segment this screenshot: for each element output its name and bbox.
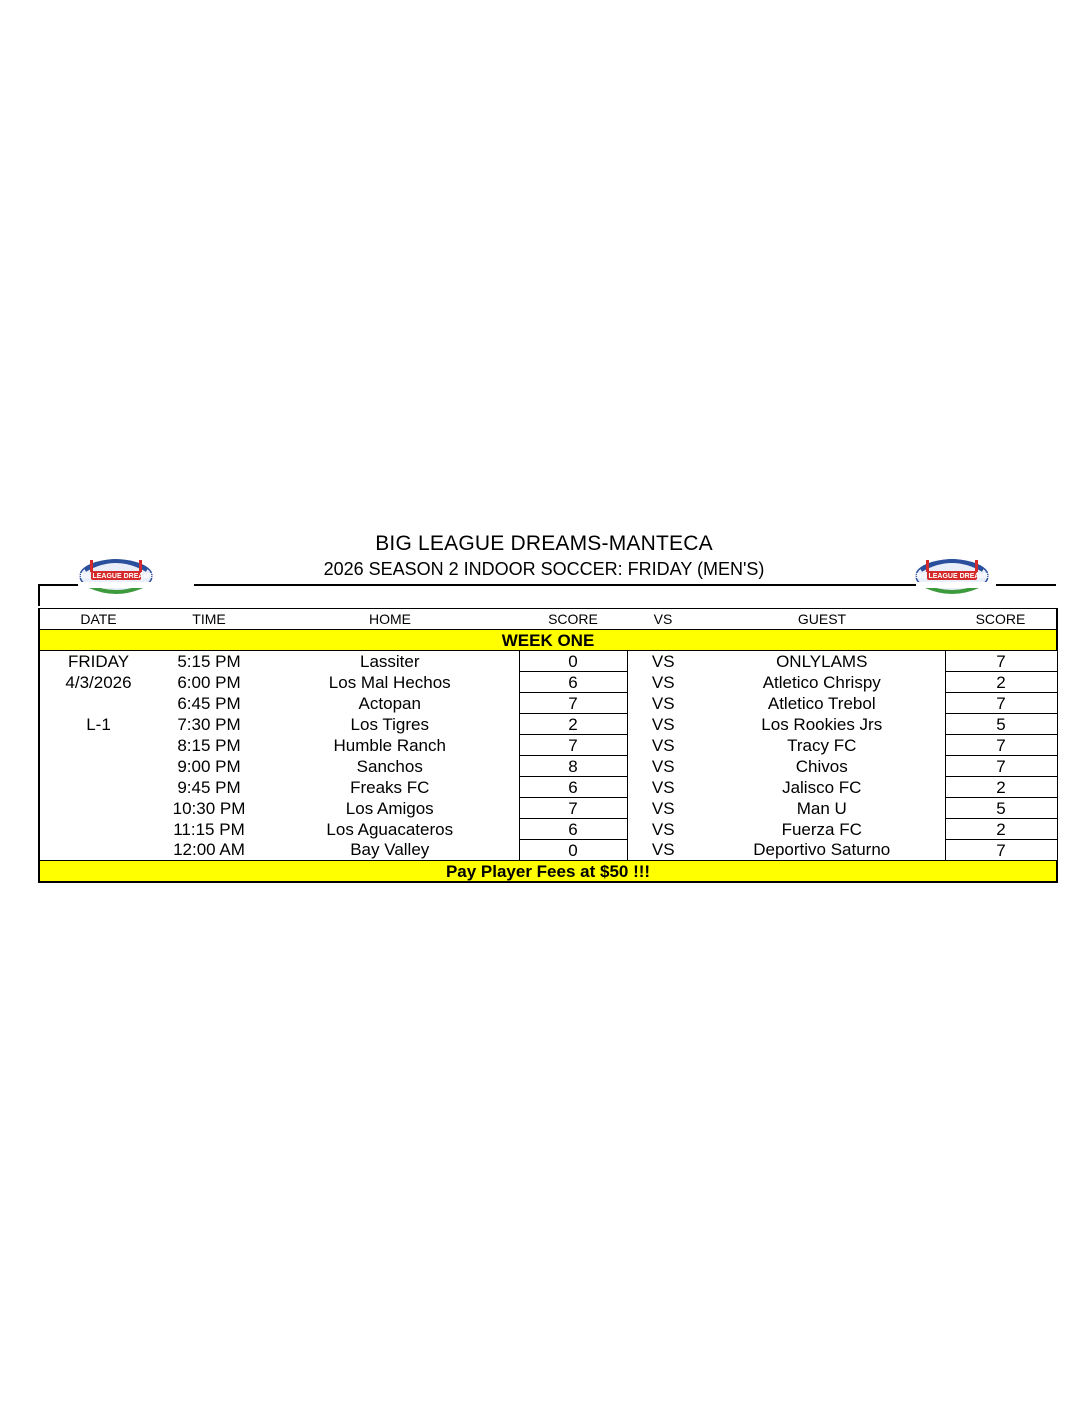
cell-date: 4/3/2026	[39, 672, 157, 693]
pay-player-fees-note: Pay Player Fees at $50 !!!	[39, 861, 1057, 883]
cell-home-score: 0	[519, 840, 627, 861]
cell-date	[39, 777, 157, 798]
col-header-vs: VS	[627, 609, 699, 630]
cell-home-score: 6	[519, 777, 627, 798]
cell-guest-team: Man U	[796, 798, 847, 818]
cell-time: 10:30 PM	[172, 798, 246, 818]
cell-guest-team: ONLYLAMS	[776, 651, 868, 671]
cell-guest-score: 2	[945, 672, 1057, 693]
cell-guest-score: 2	[945, 777, 1057, 798]
cell-home-score: 7	[519, 693, 627, 714]
cell-vs: VS	[651, 714, 675, 734]
cell-date	[39, 735, 157, 756]
cell-date	[39, 693, 157, 714]
cell-guest-team: Deportivo Saturno	[753, 840, 891, 860]
cell-guest-score: 7	[945, 735, 1057, 756]
col-header-home-score: SCORE	[519, 609, 627, 630]
cell-home-team: Bay Valley	[350, 840, 430, 860]
col-header-home: HOME	[261, 609, 519, 630]
cell-time: 8:15 PM	[177, 735, 241, 755]
week-label: WEEK ONE	[39, 630, 1057, 651]
cell-time: 9:00 PM	[177, 756, 241, 776]
cell-guest-team: Chivos	[795, 756, 848, 776]
cell-guest-team: Tracy FC	[787, 735, 857, 755]
cell-home-score: 8	[519, 756, 627, 777]
cell-guest-score: 5	[945, 798, 1057, 819]
cell-guest-score: 7	[945, 651, 1057, 672]
cell-vs: VS	[651, 777, 675, 797]
cell-home-score: 6	[519, 819, 627, 840]
cell-home-team: Los Amigos	[345, 798, 434, 818]
cell-date	[39, 840, 157, 861]
cell-guest-score: 7	[945, 756, 1057, 777]
cell-vs: VS	[651, 672, 675, 692]
cell-guest-team: Jalisco FC	[782, 777, 862, 797]
cell-vs: VS	[651, 693, 675, 713]
game-row	[39, 819, 1057, 840]
cell-guest-score: 2	[945, 819, 1057, 840]
schedule-table	[38, 608, 1058, 883]
cell-time: 7:30 PM	[177, 714, 241, 734]
svg-text:BIG LEAGUE DREAMS: BIG LEAGUE DREAMS	[78, 573, 154, 580]
game-row	[39, 756, 1057, 777]
cell-vs: VS	[651, 651, 675, 671]
game-row	[39, 798, 1057, 819]
cell-home-score: 0	[519, 651, 627, 672]
page-subtitle: 2026 SEASON 2 INDOOR SOCCER: FRIDAY (MEN'S)	[323, 559, 765, 579]
cell-home-team: Los Aguacateros	[326, 819, 454, 839]
game-row	[39, 840, 1057, 861]
cell-time: 11:15 PM	[173, 819, 245, 839]
cell-home-score: 6	[519, 672, 627, 693]
svg-text:BIG LEAGUE DREAMS: BIG LEAGUE DREAMS	[914, 573, 990, 580]
cell-time: 6:45 PM	[177, 693, 241, 713]
cell-home-team: Lassiter	[359, 651, 420, 671]
cell-guest-team: Los Rookies Jrs	[761, 714, 883, 734]
game-row	[39, 777, 1057, 798]
cell-time: 6:00 PM	[177, 672, 241, 692]
cell-home-team: Humble Ranch	[333, 735, 446, 755]
game-row	[39, 651, 1057, 672]
cell-guest-score: 7	[945, 840, 1057, 861]
cell-guest-team: Fuerza FC	[781, 819, 862, 839]
col-header-guest: GUEST	[699, 609, 945, 630]
cell-vs: VS	[651, 840, 675, 860]
game-row	[39, 735, 1057, 756]
cell-home-score: 7	[519, 798, 627, 819]
cell-date	[39, 819, 157, 840]
cell-date	[39, 756, 157, 777]
cell-time: 5:15 PM	[177, 651, 241, 671]
cell-guest-score: 5	[945, 714, 1057, 735]
cell-vs: VS	[651, 735, 675, 755]
game-row	[39, 693, 1057, 714]
cell-home-team: Sanchos	[356, 756, 423, 776]
col-header-date: DATE	[39, 609, 157, 630]
cell-date: FRIDAY	[39, 651, 157, 672]
game-row	[39, 714, 1057, 735]
game-row	[39, 672, 1057, 693]
cell-home-team: Los Mal Hechos	[328, 672, 451, 692]
cell-vs: VS	[651, 819, 675, 839]
cell-guest-team: Atletico Trebol	[767, 693, 876, 713]
footer-note-row	[39, 861, 1057, 883]
col-header-time: TIME	[157, 609, 261, 630]
week-banner-row	[39, 630, 1057, 651]
cell-time: 9:45 PM	[177, 777, 241, 797]
column-header-row	[39, 609, 1057, 630]
col-header-guest-score: SCORE	[945, 609, 1057, 630]
cell-home-score: 2	[519, 714, 627, 735]
cell-guest-team: Atletico Chrispy	[762, 672, 881, 692]
schedule-frame-top	[38, 584, 1056, 606]
cell-vs: VS	[651, 756, 675, 776]
cell-home-score: 7	[519, 735, 627, 756]
cell-guest-score: 7	[945, 693, 1057, 714]
page-title: BIG LEAGUE DREAMS-MANTECA	[375, 532, 713, 555]
cell-date	[39, 798, 157, 819]
cell-home-team: Freaks FC	[350, 777, 430, 797]
cell-home-team: Actopan	[358, 693, 421, 713]
cell-date: L-1	[39, 714, 157, 735]
cell-vs: VS	[651, 798, 675, 818]
cell-home-team: Los Tigres	[350, 714, 429, 734]
cell-time: 12:00 AM	[173, 840, 245, 860]
